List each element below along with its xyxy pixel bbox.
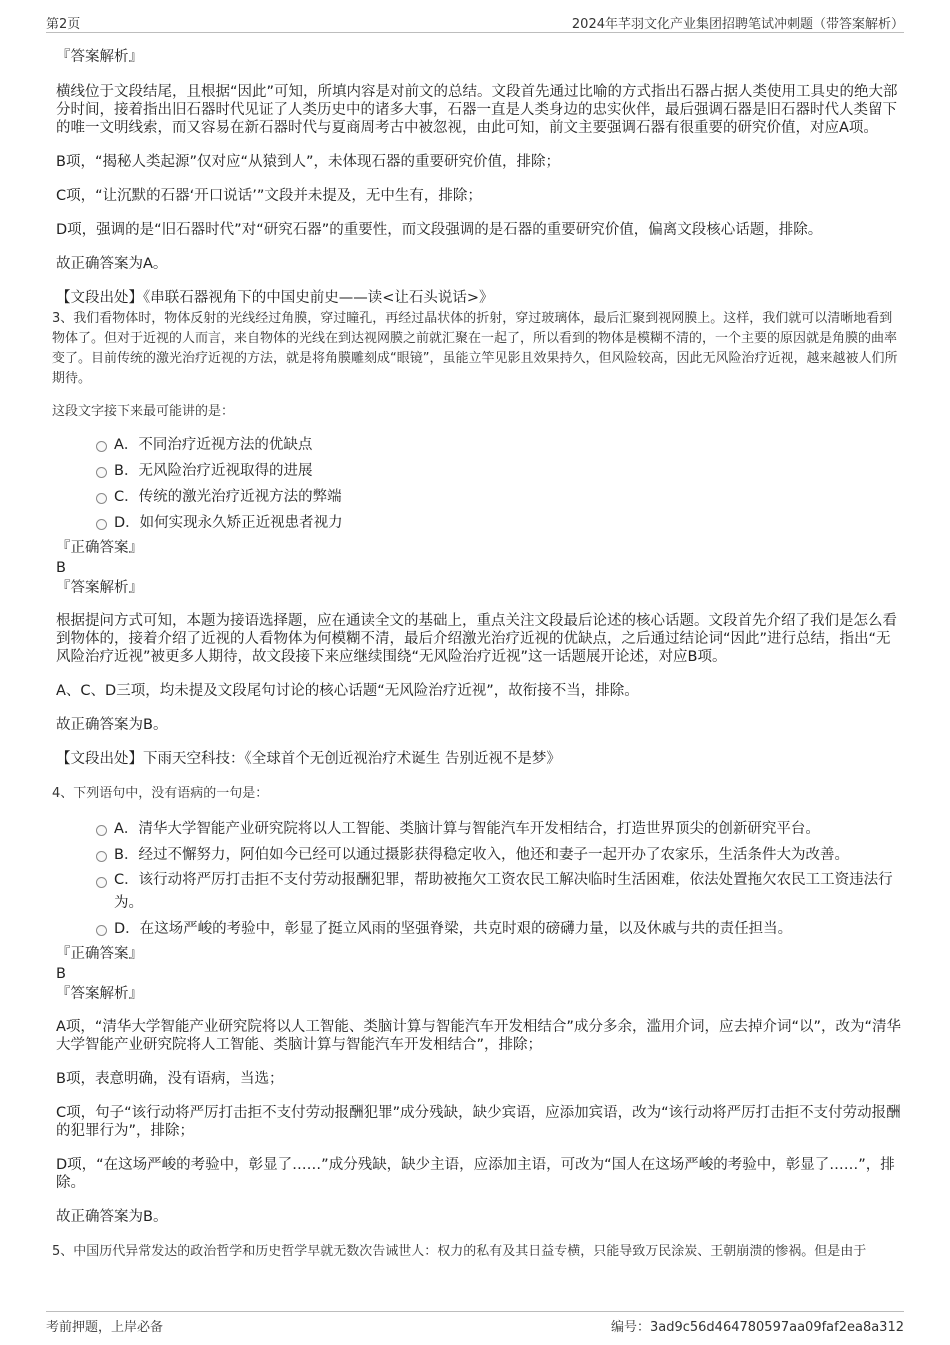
q4-option-b-analysis: B项，表意明确，没有语病，当选； — [56, 1071, 284, 1087]
q3-analysis-label: 『答案解析』 — [56, 580, 143, 596]
q4-option-a-analysis: A项，“清华大学智能产业研究院将以人工智能、类脑计算与智能汽车开发相结合”成分多余，滥用介词，应去掉介词“以”，改为“清华大学智能产业研究院将人工智能、类脑计算与智能汽车开发相结合”，排除； — [56, 1019, 901, 1053]
q2-conclusion: 故正确答案为A。 — [56, 256, 168, 272]
radio-button-icon[interactable] — [96, 519, 107, 530]
q3-correct-answer: B — [56, 560, 66, 576]
q4-option-c[interactable]: C．该行动将严厉打击拒不支付劳动报酬犯罪，帮助被拖欠工资农民工解决临时生活困难，依法处置拖欠农民工工资违法行为。 — [96, 868, 904, 916]
q2-option-c-analysis: C项，“让沉默的石器‘开口说话’”文段并未提及，无中生有，排除； — [56, 188, 482, 204]
document-title: 2024年芊羽文化产业集团招聘笔试冲刺题（带答案解析） — [571, 17, 904, 32]
page-content — [52, 45, 904, 1262]
document-code: 编号：3ad9c56d464780597aa09faf2ea8a312 — [610, 1320, 904, 1335]
q3-option-d[interactable]: D．如何实现永久矫正近视患者视力 — [96, 510, 904, 536]
q4-option-a[interactable]: A．清华大学智能产业研究院将以人工智能、类脑计算与智能汽车开发相结合，打造世界顶尖的创新研究平台。 — [96, 816, 904, 842]
footer-slogan: 考前押题，上岸必备 — [46, 1320, 164, 1335]
q3-option-a[interactable]: A．不同治疗近视方法的优缺点 — [96, 432, 904, 458]
q2-option-b-analysis: B项，“揭秘人类起源”仅对应“从猿到人”，未体现石器的重要研究价值，排除； — [56, 154, 560, 170]
q3-correct-label: 『正确答案』 — [56, 540, 143, 556]
q4-conclusion: 故正确答案为B。 — [56, 1209, 168, 1225]
q4-option-d[interactable]: D．在这场严峻的考验中，彰显了挺立风雨的坚强脊梁，共克时艰的磅礴力量，以及休戚与共的责任担当。 — [96, 916, 904, 942]
q2-analysis: 横线位于文段结尾，且根据“因此”可知，所填内容是对前文的总结。文段首先通过比喻的方式指出石器占据人类使用工具史的绝大部分时间，接着指出旧石器时代见证了人类历史中的诸多大事，石器一直是人类身边的忠实伙伴，最后强调石器是旧石器时代人类留下的唯一文明线索，而又容易在新石器时代与夏商周考古中被忽视，由此可知，前文主要强调石器有很重要的研究价值，对应A项。 — [56, 84, 898, 136]
q5-question: 5、中国历代异常发达的政治哲学和历史哲学早就无数次告诫世人：权力的私有及其日益专横，只能导致万民涂炭、王朝崩溃的惨祸。但是由于 — [52, 1244, 867, 1259]
q3-question: 3、我们看物体时，物体反射的光线经过角膜，穿过瞳孔，再经过晶状体的折射，穿过玻璃体，最后汇聚到视网膜上。这样，我们就可以清晰地看到物体了。但对于近视的人而言，来自物体的光线在到达视网膜之前就汇聚在一起了，所以看到的物体是模糊不清的，一个主要的原因就是角膜的曲率变了。目前传统的激光治疗近视的方法，就是将角膜雕刻成“眼镜”，虽能立竿见影且效果持久，但风险较高，因此无风险治疗近视，越来越被人们所期待。 — [52, 311, 898, 386]
q2-source: 【文段出处】《串联石器视角下的中国史前史——读<让石头说话>》 — [56, 290, 494, 306]
radio-button-icon[interactable] — [96, 441, 107, 452]
q3-option-c[interactable]: C．传统的激光治疗近视方法的弊端 — [96, 484, 904, 510]
q4-correct-answer: B — [56, 966, 66, 982]
q4-question: 4、下列语句中，没有语病的一句是： — [52, 786, 269, 801]
radio-button-icon[interactable] — [96, 925, 107, 936]
page-footer — [46, 1311, 904, 1335]
q2-option-d-analysis: D项，强调的是“旧石器时代”对“研究石器”的重要性，而文段强调的是石器的重要研究价值，偏离文段核心话题，排除。 — [56, 222, 823, 238]
q2-analysis-label: 『答案解析』 — [56, 49, 143, 65]
page-header — [46, 0, 904, 33]
radio-button-icon[interactable] — [96, 851, 107, 862]
q4-option-d-analysis: D项，“在这场严峻的考验中，彰显了……”成分残缺，缺少主语，应添加主语，可改为“国人在这场严峻的考验中，彰显了……”，排除。 — [56, 1157, 895, 1191]
q4-options — [56, 816, 904, 942]
q3-option-b[interactable]: B．无风险治疗近视取得的进展 — [96, 458, 904, 484]
q3-analysis: 根据提问方式可知，本题为接语选择题，应在通读全文的基础上，重点关注文段最后论述的核心话题。文段首先介绍了我们是怎么看到物体的，接着介绍了近视的人看物体为何模糊不清，最后介绍激光治疗近视的优缺点，之后通过结论词“因此”进行总结，指出“无风险治疗近视”被更多人期待，故文段接下来应继续围绕“无风险治疗近视”这一话题展开论述，对应B项。 — [56, 613, 897, 665]
q4-option-c-analysis: C项，句子“该行动将严厉打击拒不支付劳动报酬犯罪”成分残缺，缺少宾语，应添加宾语，改为“该行动将严厉打击拒不支付劳动报酬的犯罪行为”，排除； — [56, 1105, 901, 1139]
radio-button-icon[interactable] — [96, 825, 107, 836]
q3-other-options: A、C、D三项，均未提及文段尾句讨论的核心话题“无风险治疗近视”，故衔接不当，排除。 — [56, 683, 639, 699]
q3-source: 【文段出处】下雨天空科技：《全球首个无创近视治疗术诞生 告别近视不是梦》 — [56, 751, 561, 767]
q3-options — [56, 432, 904, 536]
q3-prompt: 这段文字接下来最可能讲的是： — [52, 404, 235, 419]
q4-option-b[interactable]: B．经过不懈努力，阿伯如今已经可以通过摄影获得稳定收入，他还和妻子一起开办了农家乐，生活条件大为改善。 — [96, 842, 904, 868]
radio-button-icon[interactable] — [96, 493, 107, 504]
radio-button-icon[interactable] — [96, 467, 107, 478]
q4-correct-label: 『正确答案』 — [56, 946, 143, 962]
q3-conclusion: 故正确答案为B。 — [56, 717, 168, 733]
q4-analysis-label: 『答案解析』 — [56, 986, 143, 1002]
page-number: 第2页 — [46, 17, 81, 32]
radio-button-icon[interactable] — [96, 877, 107, 888]
